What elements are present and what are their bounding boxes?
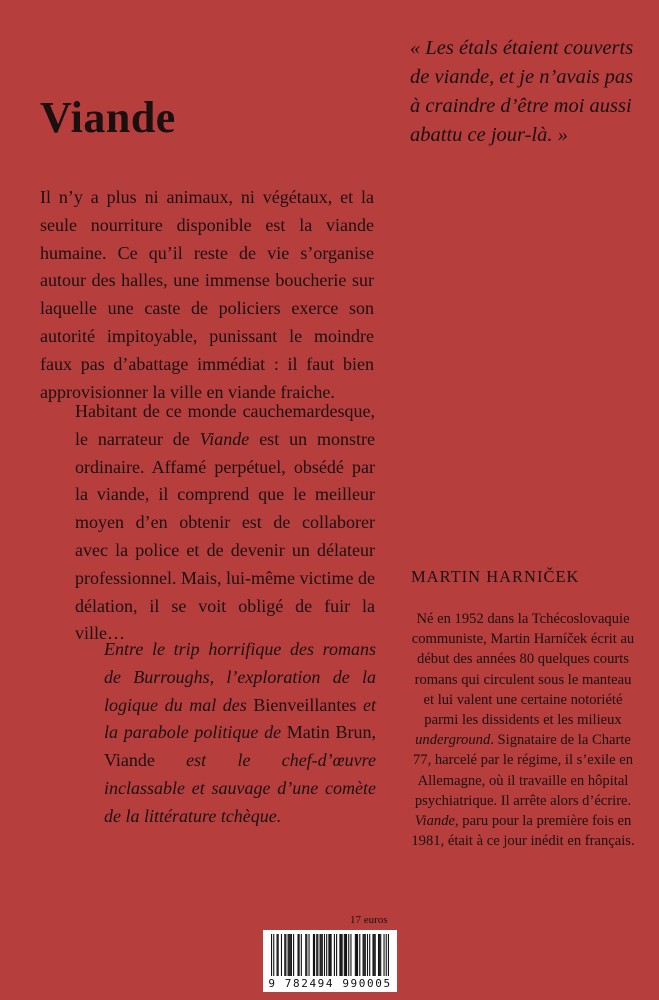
barcode-bar	[293, 934, 294, 976]
barcode-bar	[308, 934, 309, 976]
barcode-bar	[305, 934, 306, 976]
barcode-bar	[380, 934, 381, 976]
barcode-bar	[340, 934, 341, 976]
synopsis-text: et la parabole politique de	[104, 694, 376, 743]
barcode-bar	[313, 934, 314, 976]
price-label: 17 euros	[350, 914, 388, 926]
author-bio	[411, 609, 635, 851]
barcode-bar	[299, 934, 300, 976]
barcode-bar	[334, 934, 335, 976]
barcode-bar	[375, 934, 376, 976]
synopsis-text: est un monstre ordinaire. Affamé perpétuel, obsédé par la viande, il comprend que le meilleur moyen d’en obtenir est de collaborer avec la police et de devenir un délateur professionnel. Mais, lui-même victime de délation, il se voit obligé de fuir la ville…	[75, 428, 375, 644]
barcode-bar	[364, 934, 365, 976]
barcode-bar	[291, 934, 292, 976]
barcode-bar	[357, 934, 358, 976]
synopsis-text: Entre le trip horrifique des romans de Burroughs, l’exploration de la logique du mal des	[104, 639, 376, 715]
barcode-bar	[346, 934, 347, 976]
barcode-bar	[288, 934, 289, 976]
barcode-bar	[367, 934, 368, 976]
referenced-title: Bienveillantes	[253, 694, 357, 715]
barcode-bar	[273, 934, 274, 976]
barcode-bar	[285, 934, 286, 976]
book-title: Viande	[40, 93, 176, 142]
barcode-bar	[344, 934, 345, 976]
barcode-bar	[317, 934, 318, 976]
synopsis-text: Habitant de ce monde cauchemardesque, le narrateur de	[75, 401, 375, 449]
barcode-bar	[363, 934, 364, 976]
barcode-bar	[383, 934, 384, 976]
barcode-bar	[324, 934, 325, 976]
barcode-bar	[278, 934, 279, 976]
barcode-bar	[365, 934, 366, 976]
barcode-bar	[345, 934, 346, 976]
barcode-bar	[342, 934, 343, 976]
barcode-bar	[301, 934, 302, 976]
barcode-bar	[355, 934, 356, 976]
barcode-bar	[329, 934, 330, 976]
barcode-bars	[271, 934, 389, 976]
bio-text-italic: underground	[415, 732, 491, 749]
barcode-bar	[321, 934, 322, 976]
book-title-inline: Viande	[414, 813, 455, 830]
barcode-bar	[350, 934, 351, 976]
barcode-bar	[271, 934, 272, 976]
barcode-bar	[306, 934, 307, 976]
barcode-bar	[374, 934, 375, 976]
barcode-bar	[320, 934, 321, 976]
barcode-bar	[339, 934, 340, 976]
barcode-bar	[372, 934, 373, 976]
synopsis-paragraph-1: Il n’y a plus ni animaux, ni végétaux, et la seule nourriture disponible est la viande humaine. Ce qu’il reste de vie s’organise autour des halles, une immense boucherie sur laquelle une caste de policiers exerce son autorité impitoyable, punissant le moindre faux pas d’abattage immédiat : il faut bien approvisionner la ville en viande fraiche.	[40, 187, 374, 402]
barcode-bar	[386, 934, 387, 976]
barcode-bar	[284, 934, 285, 976]
barcode-bar	[326, 934, 327, 976]
synopsis-paragraph-3	[104, 636, 376, 831]
barcode-bar	[289, 934, 290, 976]
barcode-bar	[331, 934, 332, 976]
barcode-bar	[290, 934, 291, 976]
back-cover-quote: « Les étals étaient couverts de viande, et je n’avais pas à craindre d’être moi aussi abattu ce jour-là. »	[410, 37, 634, 146]
barcode-bar	[277, 934, 278, 976]
barcode-bar	[369, 934, 370, 976]
barcode-bar	[348, 934, 349, 976]
barcode-bar	[297, 934, 298, 976]
synopsis-paragraph-2	[75, 398, 375, 648]
author-name: MARTIN HARNIČEK	[411, 567, 580, 586]
barcode-bar	[378, 934, 379, 976]
bio-text: . Signataire de la Charte 77, harcelé par le régime, il s’exile en Allemagne, où il travaille en hôpital psychiatrique. Il arrête alors d’écrire.	[412, 732, 634, 809]
barcode-bar	[322, 934, 323, 976]
barcode-bar	[388, 934, 389, 976]
barcode-bar	[359, 934, 360, 976]
barcode-bar	[336, 934, 337, 976]
barcode-bar	[356, 934, 357, 976]
barcode-bar	[328, 934, 329, 976]
synopsis-text: est le chef-d’œuvre inclassable et sauvage d’une comète de la littérature tchèque.	[104, 750, 376, 826]
bio-text: , paru pour la première fois en 1981, était à ce jour inédit en français.	[411, 813, 635, 850]
book-title-inline: Viande	[199, 428, 250, 449]
barcode-bar	[281, 934, 282, 976]
bio-text: Né en 1952 dans la Tchécoslovaquie communiste, Martin Harníček écrit au début des années 80 quelques courts romans qui circulent sous le manteau et lui valent une certaine notoriété parmi les dissidents et les milieux	[411, 611, 635, 729]
barcode-bar	[316, 934, 317, 976]
referenced-title: Matin Brun, Viande	[104, 722, 376, 771]
barcode-bar	[379, 934, 380, 976]
isbn-barcode	[263, 930, 397, 992]
isbn-number: 9 782494 990005	[268, 977, 392, 990]
barcode-bar	[314, 934, 315, 976]
